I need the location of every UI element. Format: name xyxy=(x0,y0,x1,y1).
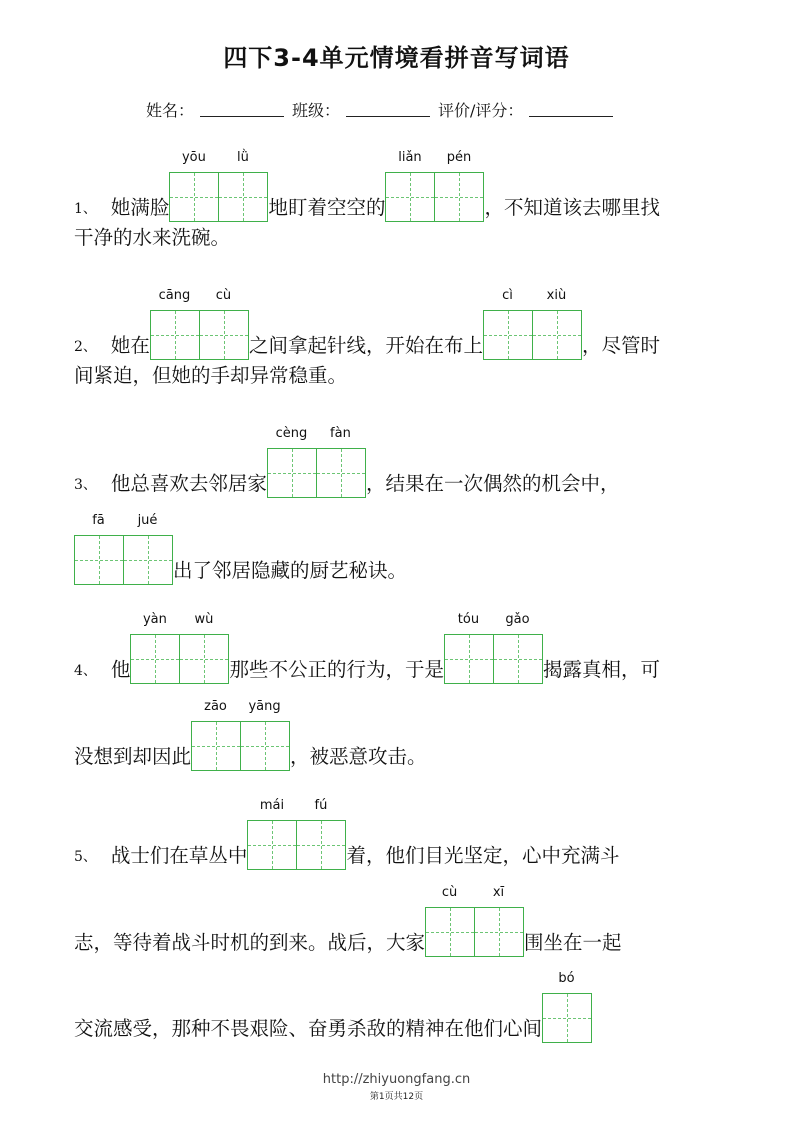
sentence-text: 他 xyxy=(110,658,131,681)
tianzige-box[interactable] xyxy=(425,907,475,957)
sentence-text: 之间拿起针线，开始在布上 xyxy=(248,334,483,357)
pinyin-row xyxy=(130,612,229,634)
sentence-text: 志，等待着战斗时机的到来。战后，大家 xyxy=(74,931,426,954)
writing-grid xyxy=(169,172,268,222)
pinyin-row xyxy=(74,513,173,535)
sentence-text: ，尽管时 xyxy=(581,334,660,357)
sentence-text: 她满脸 xyxy=(110,196,170,219)
tianzige-box[interactable] xyxy=(542,993,592,1043)
class-field[interactable] xyxy=(346,102,430,117)
sentence-line xyxy=(74,798,619,870)
sentence-text: 没想到却因此 xyxy=(74,745,192,768)
tianzige-box[interactable] xyxy=(434,172,484,222)
writing-grid xyxy=(74,535,173,585)
pinyin-syllable: yāng xyxy=(248,699,281,714)
pinyin-row xyxy=(444,612,543,634)
tianzige-box[interactable] xyxy=(218,172,268,222)
writing-grid xyxy=(385,172,484,222)
question-number: 2、 xyxy=(74,339,97,355)
pinyin-syllable: gǎo xyxy=(505,612,530,627)
tianzige-box[interactable] xyxy=(179,634,229,684)
writing-grid xyxy=(483,310,582,360)
question-number: 4、 xyxy=(74,663,97,679)
sentence-line xyxy=(74,426,619,498)
score-field[interactable] xyxy=(529,102,613,117)
pinyin-row xyxy=(247,798,346,820)
sentence-text: 那些不公正的行为，于是 xyxy=(229,658,444,681)
tianzige-box[interactable] xyxy=(130,634,180,684)
pinyin-row xyxy=(150,288,249,310)
tianzige-box[interactable] xyxy=(474,907,524,957)
sentence-text: 揭露真相，可 xyxy=(542,658,660,681)
pinyin-answer-group xyxy=(247,798,346,870)
sentence-text: 干净的水来洗碗。 xyxy=(74,226,231,249)
tianzige-box[interactable] xyxy=(444,634,494,684)
pinyin-syllable: cù xyxy=(215,288,232,303)
pinyin-answer-group xyxy=(150,288,249,360)
student-info-row xyxy=(146,98,621,121)
name-label: 姓名： xyxy=(146,101,195,120)
tianzige-box[interactable] xyxy=(169,172,219,222)
page-title: 四下3-4单元情境看拼音写词语 xyxy=(223,44,570,72)
pinyin-row xyxy=(425,885,524,907)
sentence-text: 间紧迫，但她的手却异常稳重。 xyxy=(74,364,348,387)
pinyin-answer-group xyxy=(385,150,484,222)
sentence-text: 地盯着空空的 xyxy=(268,196,386,219)
tianzige-box[interactable] xyxy=(74,535,124,585)
tianzige-box[interactable] xyxy=(267,448,317,498)
tianzige-box[interactable] xyxy=(385,172,435,222)
pinyin-row xyxy=(169,150,268,172)
pinyin-syllable: liǎn xyxy=(398,150,422,165)
writing-grid xyxy=(542,993,592,1043)
tianzige-box[interactable] xyxy=(240,721,290,771)
pinyin-syllable: cèng xyxy=(275,426,308,441)
pinyin-row xyxy=(542,971,592,993)
pinyin-row xyxy=(191,699,290,721)
sentence-line xyxy=(74,699,427,771)
question-number: 5、 xyxy=(74,849,97,865)
pinyin-syllable: cāng xyxy=(158,288,191,303)
tianzige-box[interactable] xyxy=(493,634,543,684)
writing-grid xyxy=(150,310,249,360)
pinyin-answer-group xyxy=(267,426,366,498)
sentence-text: 他总喜欢去邻居家 xyxy=(110,472,267,495)
pinyin-answer-group xyxy=(74,513,173,585)
pinyin-syllable: bó xyxy=(558,971,575,986)
question-number: 3、 xyxy=(74,477,97,493)
sentence-text: 着，他们目光坚定，心中充满斗 xyxy=(346,844,620,867)
question-number: 1、 xyxy=(74,201,97,217)
pinyin-syllable: cù xyxy=(441,885,458,900)
pinyin-syllable: mái xyxy=(259,798,285,813)
tianzige-box[interactable] xyxy=(150,310,200,360)
pinyin-syllable: zāo xyxy=(204,699,227,714)
tianzige-box[interactable] xyxy=(191,721,241,771)
pinyin-syllable: fú xyxy=(314,798,328,813)
class-label: 班级： xyxy=(292,101,341,120)
writing-grid xyxy=(130,634,229,684)
sentence-text: 交流感受，那种不畏艰险、奋勇杀敌的精神在他们心间 xyxy=(74,1017,543,1040)
sentence-text: ，不知道该去哪里找 xyxy=(484,196,660,219)
writing-grid xyxy=(267,448,366,498)
name-field[interactable] xyxy=(200,102,284,117)
pinyin-answer-group xyxy=(425,885,524,957)
sentence-line xyxy=(74,971,592,1043)
writing-grid xyxy=(191,721,290,771)
pinyin-syllable: yàn xyxy=(142,612,167,627)
writing-grid xyxy=(247,820,346,870)
sentence-line xyxy=(74,612,660,684)
score-label: 评价/评分： xyxy=(438,101,524,120)
writing-grid xyxy=(425,907,524,957)
pinyin-syllable: lǜ xyxy=(237,150,249,165)
sentence-line xyxy=(74,885,622,957)
tianzige-box[interactable] xyxy=(316,448,366,498)
sentence-line xyxy=(74,513,407,585)
tianzige-box[interactable] xyxy=(296,820,346,870)
sentence-line xyxy=(74,288,660,360)
pinyin-answer-group xyxy=(483,288,582,360)
pinyin-answer-group xyxy=(542,971,592,1043)
sentence-line xyxy=(74,226,230,252)
pinyin-row xyxy=(267,426,366,448)
pinyin-syllable: yōu xyxy=(181,150,206,165)
page-number: 第1页共12页 xyxy=(369,1092,424,1102)
pinyin-syllable: pén xyxy=(446,150,472,165)
pinyin-answer-group xyxy=(130,612,229,684)
pinyin-answer-group xyxy=(191,699,290,771)
tianzige-box[interactable] xyxy=(532,310,582,360)
pinyin-row xyxy=(483,288,582,310)
pinyin-answer-group xyxy=(444,612,543,684)
sentence-text: ，结果在一次偶然的机会中， xyxy=(365,472,620,495)
pinyin-syllable: xiù xyxy=(546,288,567,303)
tianzige-box[interactable] xyxy=(123,535,173,585)
sentence-line xyxy=(74,150,660,222)
tianzige-box[interactable] xyxy=(199,310,249,360)
tianzige-box[interactable] xyxy=(247,820,297,870)
pinyin-row xyxy=(385,150,484,172)
writing-grid xyxy=(444,634,543,684)
tianzige-box[interactable] xyxy=(483,310,533,360)
pinyin-syllable: tóu xyxy=(457,612,480,627)
pinyin-answer-group xyxy=(169,150,268,222)
pinyin-syllable: wù xyxy=(194,612,214,627)
pinyin-syllable: cì xyxy=(502,288,513,303)
sentence-text: 她在 xyxy=(110,334,150,357)
sentence-text: 出了邻居隐藏的厨艺秘诀。 xyxy=(173,559,408,582)
pinyin-syllable: fàn xyxy=(330,426,351,441)
pinyin-syllable: jué xyxy=(137,513,158,528)
pinyin-syllable: fā xyxy=(92,513,105,528)
sentence-text: 围坐在一起 xyxy=(524,931,622,954)
sentence-line xyxy=(74,364,347,390)
pinyin-syllable: xī xyxy=(492,885,505,900)
sentence-text: ，被恶意攻击。 xyxy=(290,745,427,768)
sentence-text: 战士们在草丛中 xyxy=(110,844,248,867)
source-url: http://zhiyuongfang.cn xyxy=(322,1072,471,1087)
